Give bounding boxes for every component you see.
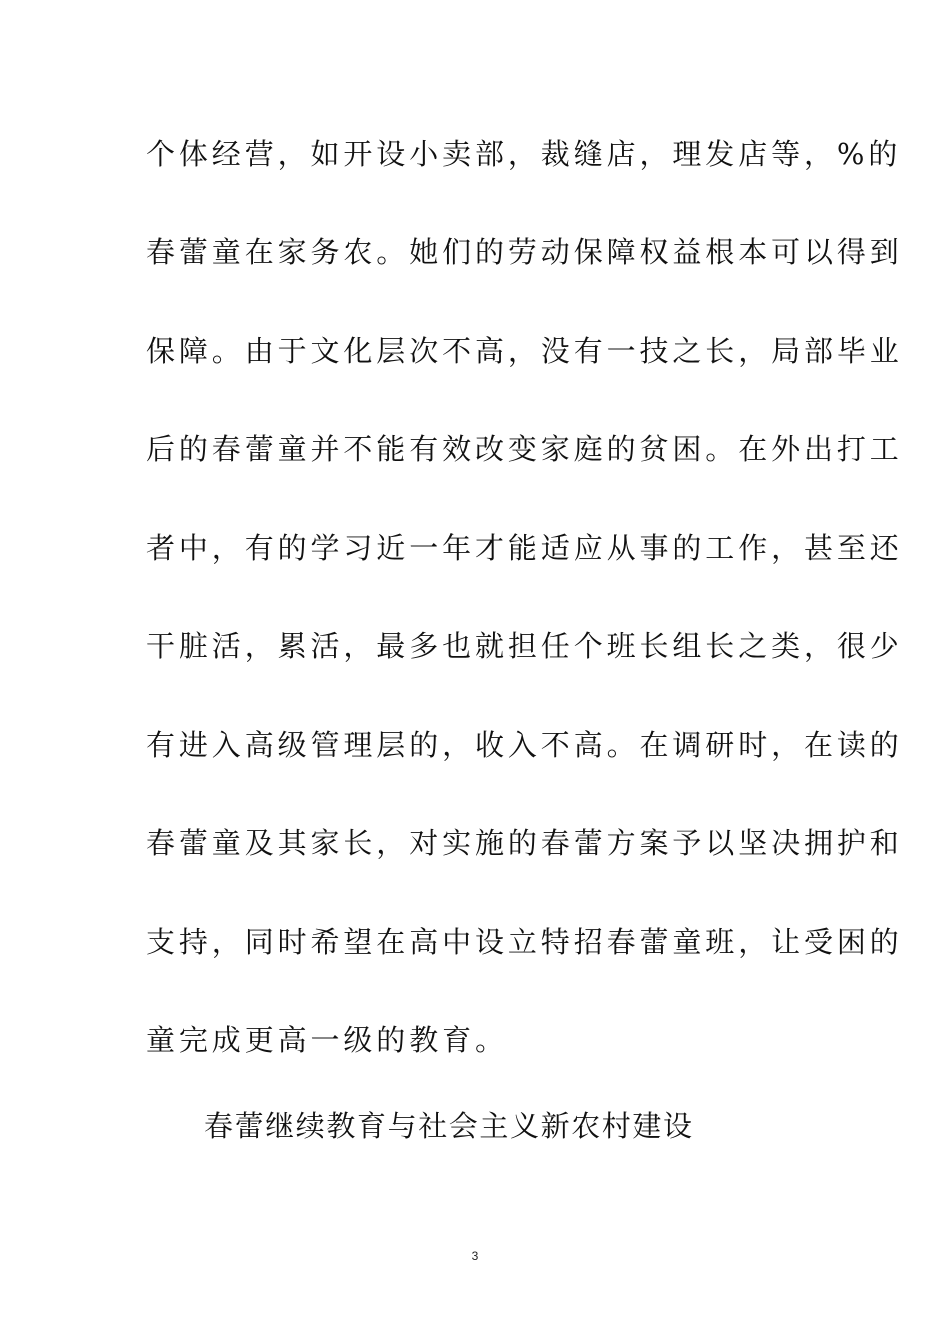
paragraph-line: 后的春蕾童并不能有效改变家庭的贫困。在外出打工 [146,432,903,466]
paragraph-line: 有进入高级管理层的，收入不高。在调研时，在读的 [146,728,903,762]
section-heading: 春蕾继续教育与社会主义新农村建设 [204,1109,694,1143]
paragraph-line: 保障。由于文化层次不高，没有一技之长，局部毕业 [146,334,903,368]
paragraph-line: 春蕾童在家务农。她们的劳动保障权益根本可以得到 [146,235,903,269]
page-number: 3 [471,1249,479,1263]
paragraph-line: 干脏活，累活，最多也就担任个班长组长之类，很少 [146,629,903,663]
paragraph-line: 者中，有的学习近一年才能适应从事的工作，甚至还 [146,531,903,565]
paragraph-line: 春蕾童及其家长，对实施的春蕾方案予以坚决拥护和 [146,826,903,860]
paragraph-line: 童完成更高一级的教育。 [146,1023,508,1057]
paragraph-line: 个体经营，如开设小卖部，裁缝店，理发店等，%的 [146,137,902,171]
paragraph-line: 支持，同时希望在高中设立特招春蕾童班，让受困的 [146,925,903,959]
